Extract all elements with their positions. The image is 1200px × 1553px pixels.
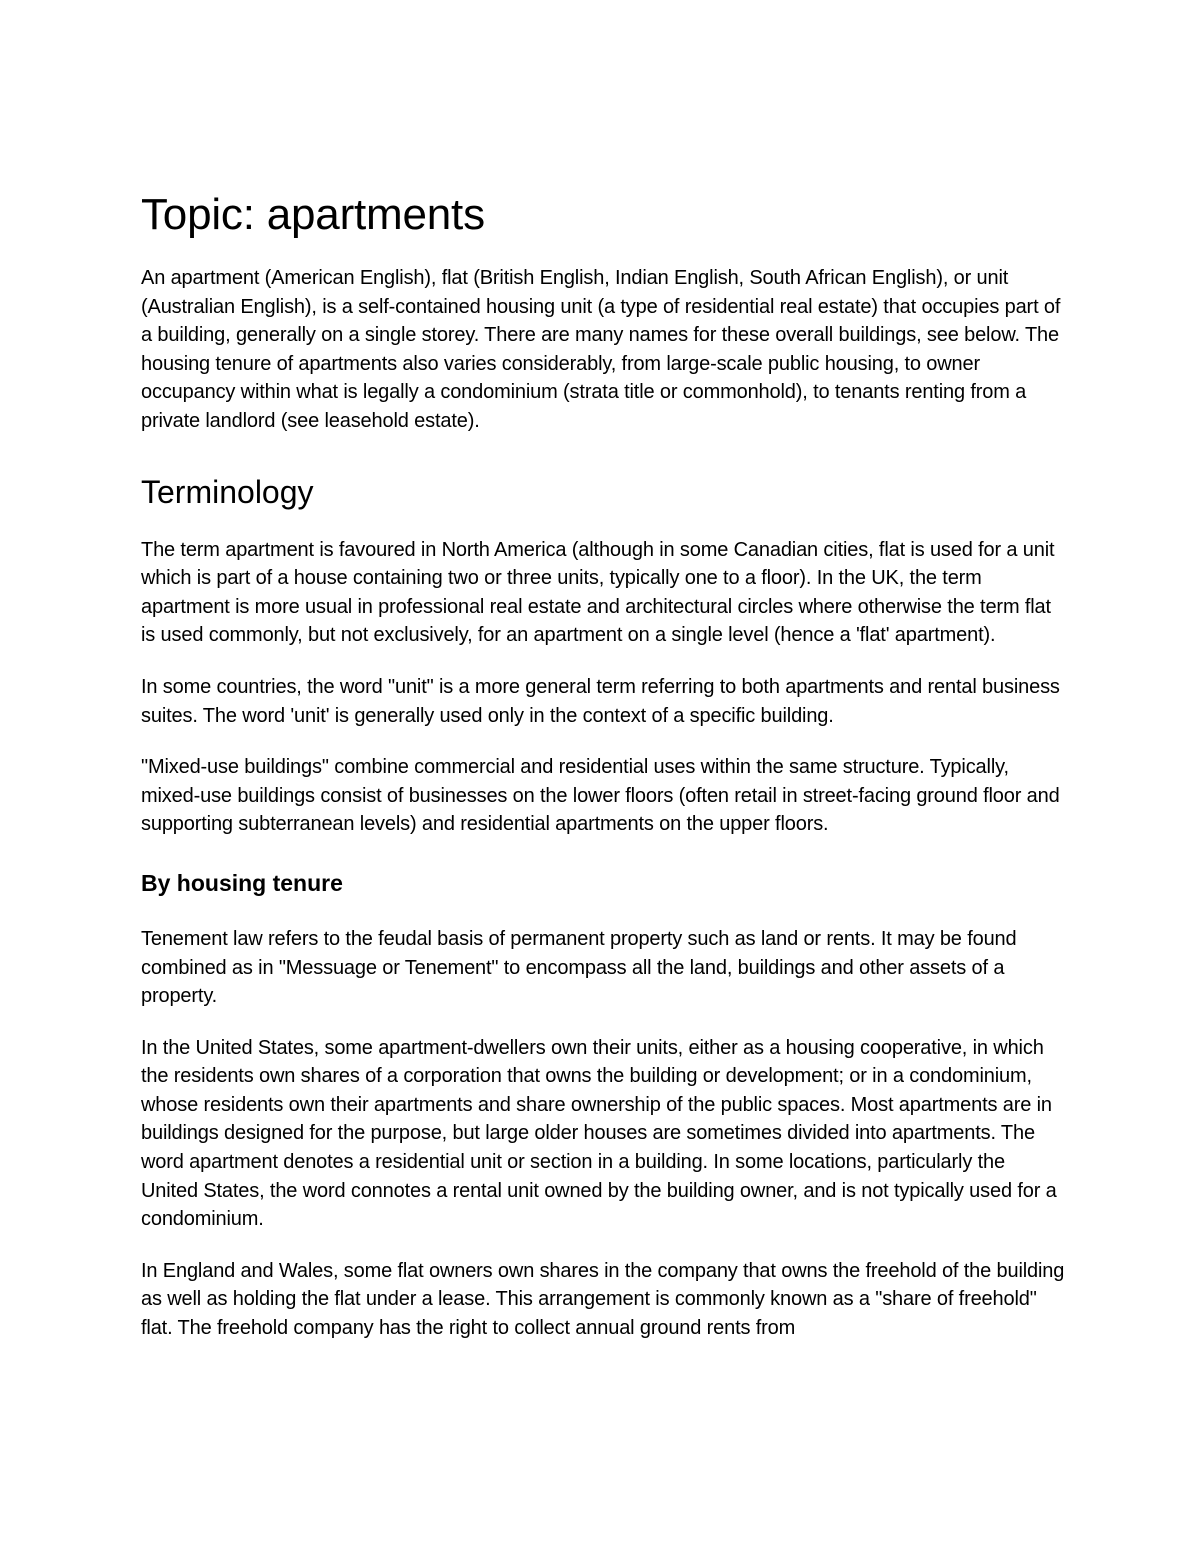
page-title: Topic: apartments — [141, 190, 485, 239]
terminology-paragraph: The term apartment is favoured in North America (although in some Canadian cities, flat is used for a unit which is part of a house containing two or three units, typically one to a floor). In the UK, the term apartment is more usual in professional real estate and architectural circles where otherwise the term flat is used commonly, but not exclusively, for an apartment on a single level (hence a 'flat' apartment). — [141, 538, 1055, 647]
terminology-paragraph: "Mixed-use buildings" combine commercial and residential uses within the same structure. Typically, mixed-use buildings consist of businesses on the lower floors (often retail in street-facing ground floor and supporting subterranean levels) and residential apartments on the upper floors. — [141, 756, 1060, 836]
section-heading-terminology: Terminology — [141, 473, 314, 510]
tenure-paragraph: Tenement law refers to the feudal basis of permanent property such as land or rents. It may be found combined as in "Messuage or Tenement" to encompass all the land, buildings and other assets of a property. — [141, 927, 1017, 1008]
tenure-paragraph: In the United States, some apartment-dwellers own their units, either as a housing cooperative, in which the residents own shares of a corporation that owns the building or development; or in a condominium, whose residents own their apartments and share ownership of the public spaces. Most apartments are in buildings designed for the purpose, but large older houses are sometimes divided into apartments. The word apartment denotes a residential unit or section in a building. In some locations, particularly the United States, the word connotes a rental unit owned by the building owner, and is not typically used for a condominium. — [141, 1036, 1057, 1231]
document-page — [141, 188, 1066, 1366]
subsection-heading-housing-tenure: By housing tenure — [141, 869, 343, 896]
tenure-paragraph: In England and Wales, some flat owners own shares in the company that owns the freehold of the building as well as holding the flat under a lease. This arrangement is commonly known as a "share of freehold" flat. The freehold company has the right to collect annual ground rents from — [141, 1259, 1065, 1340]
intro-paragraph: An apartment (American English), flat (British English, Indian English, South African English), or unit (Australian English), is a self-contained housing unit (a type of residential real estate) that occupies part of a building, generally on a single storey. There are many names for these overall buildings, see below. The housing tenure of apartments also varies considerably, from large-scale public housing, to owner occupancy within what is legally a condominium (strata title or commonhold), to tenants renting from a private landlord (see leasehold estate). — [141, 267, 1061, 432]
terminology-paragraph: In some countries, the word "unit" is a more general term referring to both apartments and rental business suites. The word 'unit' is generally used only in the context of a specific building. — [141, 675, 1060, 727]
